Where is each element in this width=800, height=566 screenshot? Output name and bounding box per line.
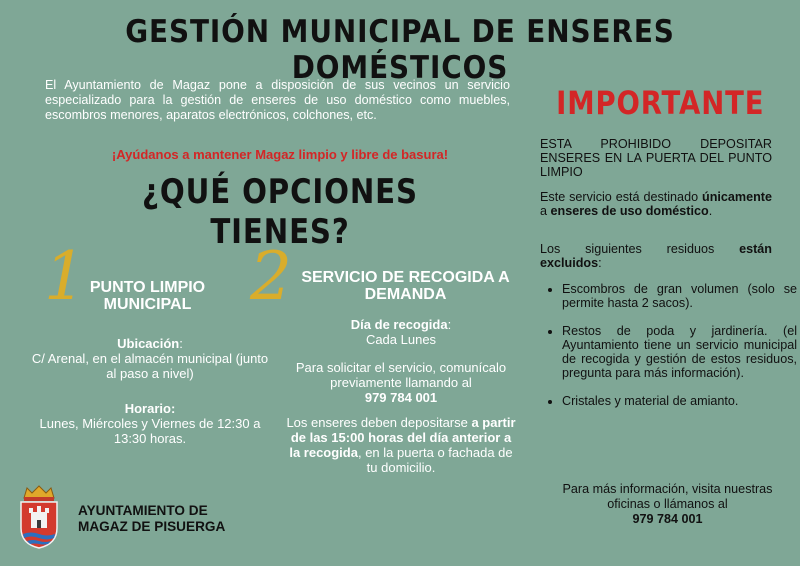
option1-number: 1 (44, 238, 86, 315)
slogan: ¡Ayúdanos a mantener Magaz limpio y libre de basura! (111, 147, 449, 162)
organization-name (78, 503, 225, 535)
excluded-post: : (598, 256, 602, 270)
request-phone: 979 784 001 (364, 390, 438, 405)
option2-number: 2 (250, 238, 292, 315)
list-item: • Escombros de gran volumen (solo se permite hasta 2 sacos). (562, 282, 797, 310)
option1-location (30, 336, 270, 381)
intro-paragraph: El Ayuntamiento de Magaz pone a disposición de sus vecinos un servicio especializado para la gestión de enseres de uso doméstico como muebles, escombros menores, aparatos electrónicos, colchones, etc. (45, 78, 510, 122)
excluded-pre: Los siguientes residuos (540, 242, 740, 256)
options-heading: ¿QUÉ OPCIONES TIENES? (142, 172, 418, 252)
page-title: GESTIÓN MUNICIPAL DE ENSERES DOMÉSTICOS (125, 14, 675, 86)
location-text: C/ Arenal, en el almacén municipal (junto al paso a nivel) (31, 351, 269, 381)
service-bold2: enseres de uso doméstico (550, 204, 709, 218)
deposit-post: , en la puerta o fachada de tu domicilio. (357, 445, 513, 475)
excluded-note (540, 242, 772, 270)
excluded-bold: están excluidos (540, 242, 772, 270)
service-note (540, 190, 772, 218)
option2-request (285, 360, 517, 405)
option2-deposit (285, 415, 517, 475)
important-warning: ESTA PROHIBIDO DEPOSITAR ENSERES EN LA PUERTA DEL PUNTO LIMPIO (540, 137, 772, 179)
service-mid: a (540, 204, 551, 218)
coat-of-arms-icon (18, 484, 60, 550)
excluded-list (540, 282, 797, 422)
service-pre: Este servicio está destinado (540, 190, 702, 204)
location-label: Ubicación (117, 336, 180, 351)
day-label: Día de recogida (350, 317, 448, 332)
org-line2: MAGAZ DE PISUERGA (78, 519, 226, 534)
more-info-phone: 979 784 001 (632, 512, 703, 526)
option1-schedule (30, 401, 270, 446)
service-post: . (708, 204, 713, 218)
option2-heading: SERVICIO DE RECOGIDA A DEMANDA (301, 269, 510, 303)
day-sep: : (447, 317, 452, 332)
org-line1: AYUNTAMIENTO DE (78, 503, 208, 518)
more-info-text: Para más información, visita nuestras oficinas o llámanos al (562, 482, 773, 511)
list-item: • Restos de poda y jardinería. (el Ayuntamiento tiene un servicio municipal de recogida y gestión de estos residuos, pregunta para más información). (562, 324, 797, 380)
schedule-text: Lunes, Miércoles y Viernes de 12:30 a 13:30 horas. (39, 416, 261, 446)
important-heading: IMPORTANTE (556, 84, 765, 122)
list-item: • Cristales y material de amianto. (562, 394, 797, 408)
location-sep: : (179, 336, 183, 351)
deposit-pre: Los enseres deben depositarse (286, 415, 472, 430)
option2-day (285, 317, 517, 347)
day-value: Cada Lunes (365, 332, 437, 347)
more-info (540, 482, 795, 527)
option1-heading: PUNTO LIMPIO MUNICIPAL (89, 279, 206, 313)
deposit-bold: a partir de las 15:00 horas del día anterior a la recogida (289, 415, 516, 460)
service-bold1: únicamente (702, 190, 772, 204)
schedule-label: Horario: (124, 401, 176, 416)
request-text: Para solicitar el servicio, comunícalo previamente llamando al (295, 360, 507, 390)
